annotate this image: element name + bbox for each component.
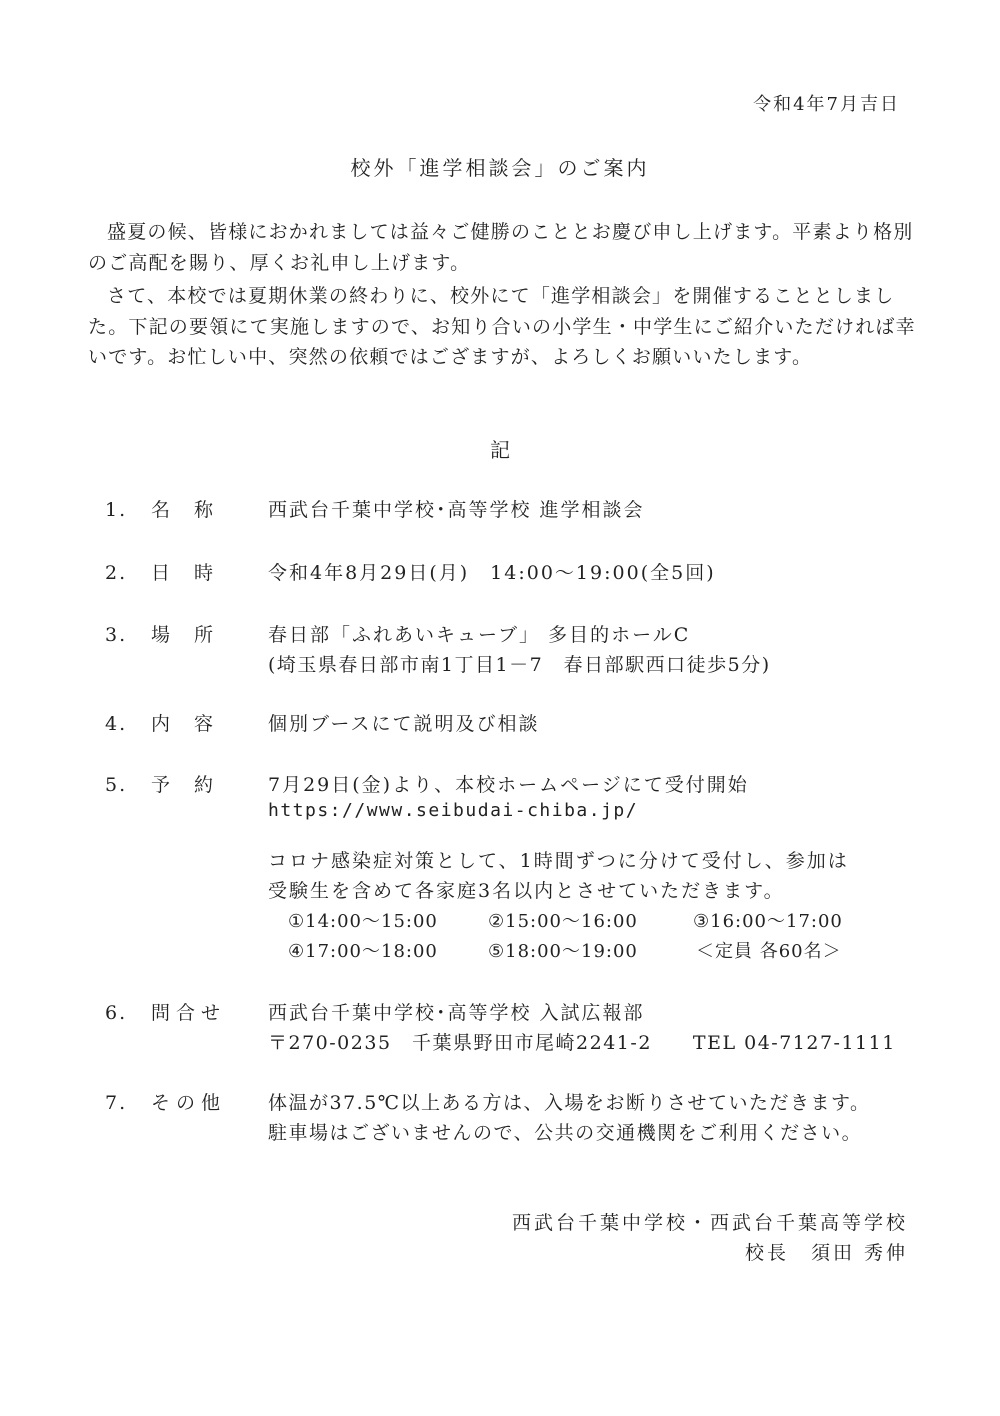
item-7-value-line-2: 駐車場はございませんので、公共の交通機関をご利用ください。 xyxy=(268,1122,863,1144)
item-label: 内容 xyxy=(151,713,238,735)
time-slot-2: ②15:00～16:00 xyxy=(488,911,638,932)
item-5-value-line-4: 受験生を含めて各家庭3名以内とさせていただきます。 xyxy=(268,880,785,902)
item-label: 日時 xyxy=(151,562,238,584)
item-number: 1. xyxy=(105,499,128,521)
item-label: 予約 xyxy=(151,774,238,796)
item-6-value-line-2: 〒270-0235 千葉県野田市尾崎2241-2 TEL 04-7127-1111 xyxy=(268,1032,896,1054)
item-number: 7. xyxy=(105,1092,128,1114)
time-slot-5: ⑤18:00～19:00 xyxy=(488,941,638,962)
capacity-note: ＜定員 各60名＞ xyxy=(696,941,842,962)
item-1-value: 西武台千葉中学校･高等学校 進学相談会 xyxy=(268,499,645,521)
item-label: 名称 xyxy=(151,499,238,521)
item-7-header xyxy=(105,1088,226,1115)
item-label: 場所 xyxy=(151,624,238,646)
item-4-value: 個別ブースにて説明及び相談 xyxy=(268,713,540,735)
time-slot-4: ④17:00～18:00 xyxy=(288,941,438,962)
document-title: 校外「進学相談会」のご案内 xyxy=(350,156,650,180)
item-2-header xyxy=(105,558,237,585)
item-5-value-line-3: コロナ感染症対策として、1時間ずつに分けて受付し、参加は xyxy=(268,850,849,872)
item-5-value-line-1: 7月29日(金)より、本校ホームページにて受付開始 xyxy=(268,774,749,796)
item-number: 5. xyxy=(105,774,128,796)
item-5-header xyxy=(105,770,237,797)
time-slot-3: ③16:00～17:00 xyxy=(693,911,843,932)
greeting-paragraph: 盛夏の候、皆様におかれましては益々ご健勝のこととお慶び申し上げます。平素より格別のご高配を賜り、厚くお礼申し上げます。 xyxy=(88,221,914,274)
issue-date: 令和4年7月吉日 xyxy=(753,94,900,115)
item-number: 2. xyxy=(105,562,128,584)
item-7-value-line-1: 体温が37.5℃以上ある方は、入場をお断りさせていただきます。 xyxy=(268,1092,871,1114)
school-name: 西武台千葉中学校・西武台千葉高等学校 xyxy=(511,1212,908,1234)
item-label: その他 xyxy=(151,1092,227,1114)
time-slot-1: ①14:00～15:00 xyxy=(288,911,438,932)
body-paragraph: さて、本校では夏期休業の終わりに、校外にて「進学相談会」を開催することとしました。下記の要領にて実施しますので、お知り合いの小学生・中学生にご紹介いただければ幸いです。お忙しい中、突然の依頼ではござますが、よろしくお願いいたします。 xyxy=(88,285,916,368)
item-6-value-line-1: 西武台千葉中学校･高等学校 入試広報部 xyxy=(268,1002,645,1024)
item-6-header xyxy=(105,998,226,1025)
item-2-value: 令和4年8月29日(月) 14:00～19:00(全5回) xyxy=(268,562,716,584)
item-number: 4. xyxy=(105,713,128,735)
website-url[interactable]: https://www.seibudai-chiba.jp/ xyxy=(268,800,639,821)
item-3-value-line-1: 春日部「ふれあいキューブ」 多目的ホールC xyxy=(268,624,691,646)
item-number: 3. xyxy=(105,624,128,646)
item-3-value-line-2: (埼玉県春日部市南1丁目1－7 春日部駅西口徒歩5分) xyxy=(268,654,771,676)
item-label: 問合せ xyxy=(151,1002,227,1024)
item-number: 6. xyxy=(105,1002,128,1024)
item-1-header xyxy=(105,495,237,522)
item-3-header xyxy=(105,620,237,647)
ki-heading: 記 xyxy=(490,438,510,462)
principal-name: 校長 須田 秀伸 xyxy=(744,1242,908,1264)
item-4-header xyxy=(105,709,237,736)
